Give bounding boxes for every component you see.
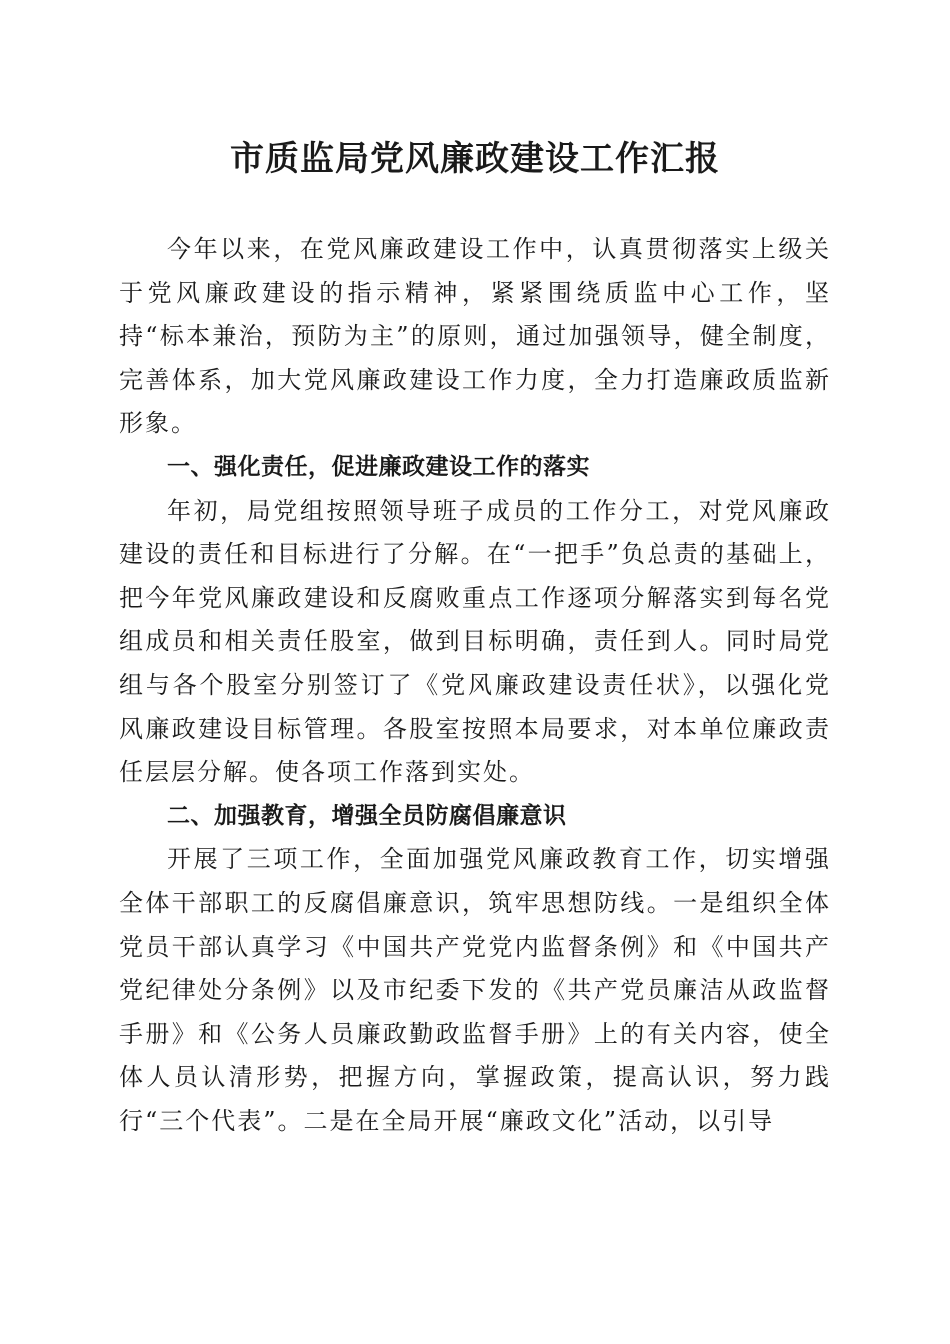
section-2-paragraph: 开展了三项工作，全面加强党风廉政教育工作，切实增强全体干部职工的反腐倡廉意识，筑牢思想防线。一是组织全体党员干部认真学习《中国共产党党内监督条例》和《中国共产党纪律处分条例》以及市纪委下发的《共产党员廉洁从政监督手册》和《公务人员廉政勤政监督手册》上的有关内容，使全体人员认清形势，把握方向，掌握政策，提高认识，努力践行“三个代表”。二是在全局开展“廉政文化”活动，以引导 (119, 845, 831, 1135)
document-title: 市质监局党风廉政建设工作汇报 (230, 139, 720, 179)
section-1-heading: 一、强化责任，促进廉政建设工作的落实 (167, 453, 590, 480)
intro-paragraph: 今年以来，在党风廉政建设工作中，认真贯彻落实上级关于党风廉政建设的指示精神，紧紧围绕质监中心工作，坚持“标本兼治，预防为主”的原则，通过加强领导，健全制度，完善体系，加大党风廉政建设工作力度，全力打造廉政质监新形象。 (119, 235, 831, 438)
section-1-paragraph: 年初，局党组按照领导班子成员的工作分工，对党风廉政建设的责任和目标进行了分解。在“一把手”负总责的基础上，把今年党风廉政建设和反腐败重点工作逐项分解落实到每名党组成员和相关责任股室，做到目标明确，责任到人。同时局党组与各个股室分别签订了《党风廉政建设责任状》，以强化党风廉政建设目标管理。各股室按照本局要求，对本单位廉政责任层层分解。使各项工作落到实处。 (119, 496, 831, 787)
section-2-heading: 二、加强教育，增强全员防腐倡廉意识 (167, 802, 567, 829)
document-body (119, 228, 831, 1143)
